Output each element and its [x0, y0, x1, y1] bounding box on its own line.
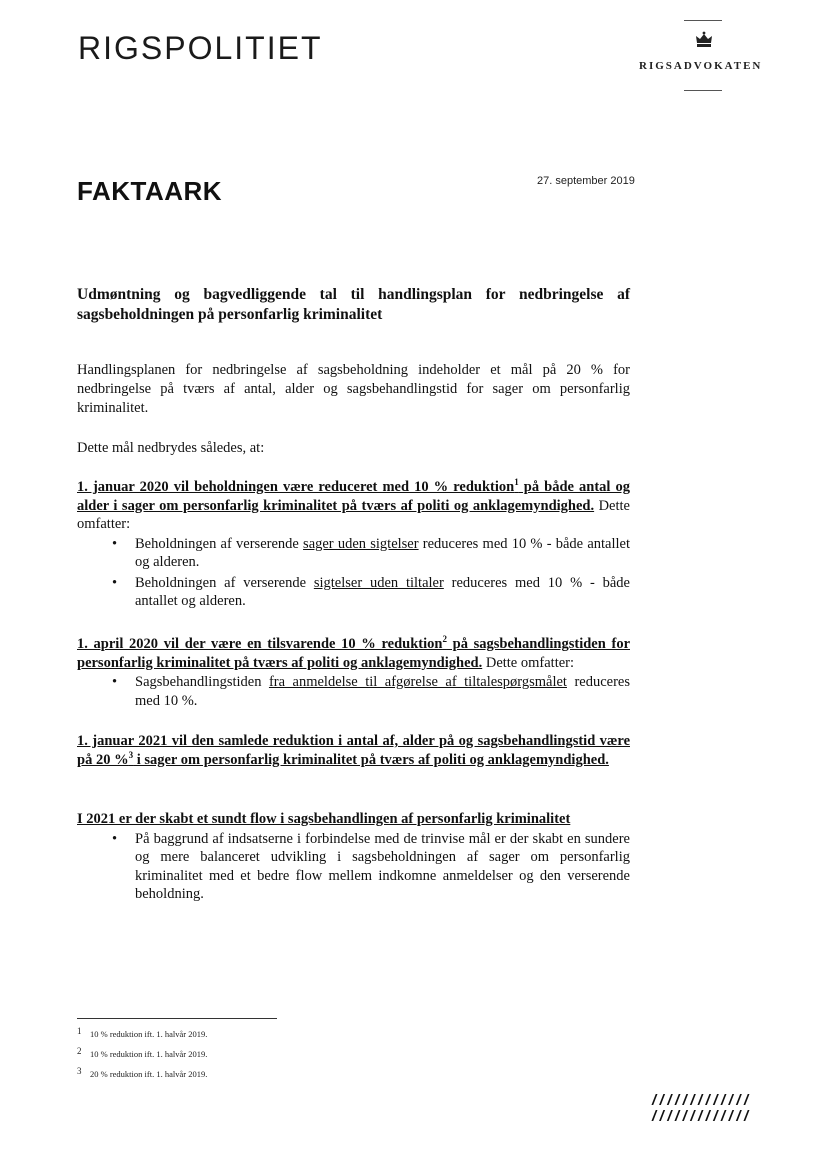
header-rigsadvokaten-logo: RIGSADVOKATEN	[639, 60, 763, 72]
bullet-text-pre: Beholdningen af verserende	[135, 535, 304, 552]
barcode-line: /////////////	[652, 1108, 752, 1125]
bullet-list	[77, 535, 630, 611]
crest-bottom-divider	[684, 90, 722, 91]
section-heading-after: Dette omfatter:	[77, 497, 630, 532]
bullet-text-pre: Beholdningen af verserende	[135, 574, 314, 591]
bullet-item	[135, 535, 630, 572]
section-heading-paragraph	[77, 810, 630, 829]
bullet-text-post: reduceres med 10 % - både antallet og alderen.	[135, 574, 630, 609]
section-heading-tail: i sager om personfarlig kriminalitet på tværs af politi og anklagemyndighed.	[133, 751, 609, 768]
intro-paragraph: Handlingsplanen for nedbringelse af sagsbeholdning indeholder et mål på 20 % for nedbringelse på tværs af antal, alder og sagsbehandlingstid for sager om personfarlig kriminalitet.	[77, 362, 630, 416]
footnote-ref: 1	[514, 477, 519, 488]
barcode-line: /////////////	[652, 1092, 752, 1109]
section-heading-paragraph	[77, 732, 630, 769]
header-rigspolitiet-logo: RIGSPOLITIET	[78, 30, 323, 66]
footnote-number: 2	[77, 1046, 82, 1056]
bullet-text-underlined: sager uden sigtelser	[303, 535, 419, 552]
section-goal-jan-2021	[77, 732, 630, 769]
footnote-number: 3	[77, 1066, 82, 1076]
footnote-text: 10 % reduktion ift. 1. halvår 2019.	[90, 1029, 208, 1039]
section-heading-paragraph	[77, 635, 630, 672]
bullet-text-underlined: sigtelser uden tiltaler	[313, 574, 444, 591]
bullet-list	[77, 673, 630, 710]
section-heading-text: 1. januar 2021 vil den samlede reduktion i antal af, alder på og sagsbehandlingstid være på 20 %	[77, 733, 630, 768]
section-heading-text: 1. april 2020 vil der være en tilsvarende 10 % reduktion	[77, 636, 443, 652]
bullet-list	[77, 830, 630, 904]
bullet-item	[135, 830, 630, 904]
section-goal-jan-2020	[77, 478, 630, 613]
footnote	[77, 1043, 207, 1063]
document-type-heading: FAKTAARK	[77, 176, 223, 206]
section-heading-tail: på både antal og alder i sager om personfarlig kriminalitet på tværs af politi og anklagemyndighed.	[77, 479, 630, 514]
section-heading-paragraph	[77, 478, 630, 534]
barcode	[652, 1093, 752, 1125]
footnote-text: 10 % reduktion ift. 1. halvår 2019.	[90, 1049, 208, 1059]
bullet-text-underlined: fra anmeldelse til afgørelse af tiltalespørgsmålet	[268, 674, 567, 690]
footnote-text: 20 % reduktion ift. 1. halvår 2019.	[90, 1069, 208, 1079]
footnote-ref: 3	[128, 749, 134, 760]
footnote-number: 1	[77, 1026, 82, 1036]
section-heading: I 2021 er der skabt et sundt flow i sagsbehandlingen af personfarlig kriminalitet	[77, 811, 571, 827]
section-goal-apr-2020	[77, 635, 630, 712]
bullet-text-post: reduceres med 10 %.	[135, 674, 630, 709]
footnote	[77, 1063, 207, 1083]
bullet-text: På baggrund af indsatserne i forbindelse med de trinvise mål er der skabt en sundere og mere balanceret udvikling i sagsbeholdningen af sager om personfarlig kriminalitet med et bedre flow mellem indkomne anmeldelser og den verserende beholdning.	[135, 830, 630, 902]
section-heading-tail: på sagsbehandlingstiden for personfarlig kriminalitet på tværs af politi og anklagemyndighed.	[77, 636, 630, 671]
lead-paragraph: Dette mål nedbrydes således, at:	[77, 440, 265, 456]
crown-icon	[694, 30, 714, 50]
bullet-text-post: reduceres med 10 % - både antallet og alderen.	[135, 535, 630, 570]
crest-top-divider	[684, 20, 722, 21]
section-heading	[77, 733, 630, 768]
section-goal-2021-flow	[77, 810, 630, 906]
footnote-ref: 2	[442, 634, 447, 645]
document-title: Udmøntning og bagvedliggende tal til handlingsplan for nedbringelse af sagsbeholdningen på personfarlig kriminalitet	[77, 286, 630, 323]
footnote	[77, 1023, 207, 1043]
bullet-item	[135, 574, 630, 611]
section-heading-after: Dette omfatter:	[482, 654, 575, 671]
section-heading-text: 1. januar 2020 vil beholdningen være reduceret med 10 % reduktion	[77, 479, 515, 495]
bullet-item	[135, 673, 630, 710]
bullet-text-pre: Sagsbehandlingstiden	[135, 674, 269, 690]
footnote-divider	[77, 1018, 277, 1019]
section-heading	[77, 479, 630, 514]
document-date: 27. september 2019	[537, 175, 635, 187]
footnotes	[77, 1023, 207, 1083]
